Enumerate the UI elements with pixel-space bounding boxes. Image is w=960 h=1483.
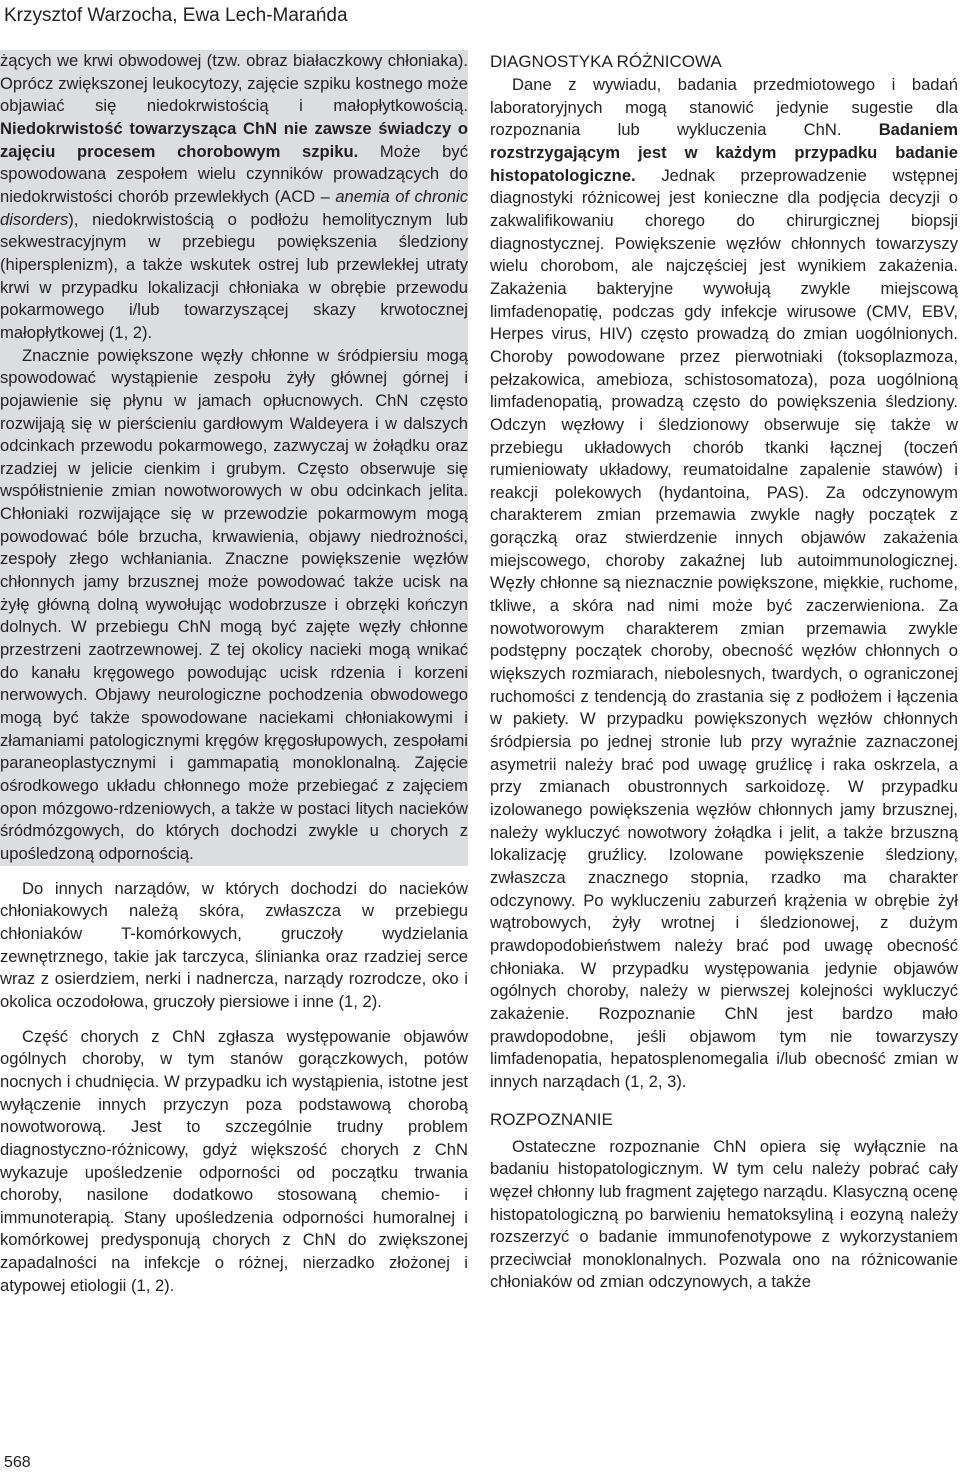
right-column xyxy=(490,50,958,1294)
paragraph-differential-diagnosis xyxy=(490,74,958,1094)
boxed-paragraph-lymph-nodes: Znacznie powiększone węzły chłonne w śródpiersiu mogą spowodować wystąpienie zespołu żyły głównej górnej i pojawienie się płynu w jamach opłucnowych. ChN często rozwijają się w pierścieniu gardłowym Waldeyera i w dalszych odcinkach przewodu pokarmowego, zazwyczaj w żołądku oraz rzadziej w jelicie cienkim i grubym. Często obserwuje się współistnienie zmian nowotworowych w obu odcinkach jelita. Chłoniaki rozwijające się w przewodzie pokarmowym mogą powodować bóle brzucha, krwawienia, objawy niedrożności, zespoły złego wchłaniania. Znaczne powiększenie węzłów chłonnych jamy brzusznej może powodować także ucisk na żyłę główną dolną wywołując wodobrzusze i obrzęki kończyn dolnych. W przebiegu ChN mogą być zajęte węzły chłonne przestrzeni zaotrzewnowej. Z tej okolicy nacieki mogą wnikać do kanału kręgowego powodując ucisk rdzenia i korzeni nerwowych. Objawy neurologiczne pochodzenia obwodowego mogą być także spowodowane naciekami chłoniakowymi i złamaniami patologicznymi kręgów kręgosłupowych, zespołami paraneoplastycznymi i gammapatią monoklonalną. Zajęcie ośrodkowego układu chłonnego może przebiegać z zajęciem opon mózgowo-rdzeniowych, a także w postaci litych nacieków śródmózgowych, do których dochodzi zwykle u chorych z upośledzoną odpornością. xyxy=(0,345,468,863)
text-span: Jednak przeprowadzenie wstępnej diagnostyki różnicowej jest konieczne dla podjęcia decyzji o zakwalifikowaniu chorego do chirurgicznej biopsji diagnostycznej. Powiększenie węzłów chłonnych towarzyszy wielu chorobom, ale najczęściej jest wynikiem zakażenia. Zakażenia bakteryjne wywołują zwykle miejscową limfadenopatię, podczas gdy infekcje wirusowe (CMV, EBV, Herpes virus, HIV) często prowadzą do zmian uogólnionych. Choroby powodowane przez pierwotniaki (toksoplazmoza, pełzakowica, amebioza, schistosomatoza), poza uogólnioną limfadenopatią, prowadzą często do powiększenia śledziony. Odczyn węzłowy i śledzionowy obserwuje się także w przebiegu układowych chorób tkanki łącznej (toczeń rumieniowaty układowy, reumatoidalne zapalenie stawów) i reakcji polekowych (hydantoina, PAS). Za odczynowym charakterem zmian przemawia zwykle nagły początek z gorączką oraz stwierdzenie innych objawów zakażenia miejscowego, choroby zakaźnej lub autoimmunologicznej. Węzły chłonne są nieznacznie powiększone, miękkie, ruchome, tkliwe, a skóra nad nimi może być zaczerwieniona. Za nowotworowym charakterem zmian przemawia zwykle podstępny początek choroby, obecność węzłów chłonnych o większych rozmiarach, niebolesnych, twardych, o ograniczonej ruchomości z tendencją do zrastania się z podłożem i łączenia w pakiety. W przypadku powiększonych węzłów chłonnych śródpiersia po jednej stronie lub przy wyraźnie zaznaczonej asymetrii należy brać pod uwagę gruźlicę i raka oskrzela, a przy zmianach obustronnych sarkoidozę. W przypadku izolowanego powiększenia węzłów chłonnych jamy brzusznej, należy wykluczyć nowotwory żołądka i jelit, a także brzuszną lokalizację gruźlicy. Izolowane powiększenie śledziony, zwłaszcza znacznego stopnia, rzadko ma charakter odczynowy. Po wykluczeniu zaburzeń krążenia w obrębie żył wątrobowych, żyły wrotnej i śledzionowej, z dużym prawdopodobieństwem należy brać pod uwagę obecność chłoniaka. W przypadku występowania jedynie objawów ogólnych choroby, należy w pierwszej kolejności wykluczyć zakażenie. Rozpoznanie ChN jest bardzo mało prawdopodobne, jeśli objawom tym nie towarzyszy limfadenopatia, hepatosplenomegalia i/lub obecność zmian w innych narządach (1, 2, 3). xyxy=(490,165,958,1091)
boxed-paragraph-anemia xyxy=(0,50,468,345)
text-span: żących we krwi obwodowej (tzw. obraz białaczkowy chłoniaka). Oprócz zwiększonej leukocytozy, zajęcie szpiku kostnego może objawiać się niedokrwistością i małopłytkowością. xyxy=(0,51,468,116)
text-span: Może być spowodowana zespołem wielu czynników prowadzących do niedokrwistości chorób przewlekłych (ACD – xyxy=(0,141,469,206)
running-head-authors: Krzysztof Warzocha, Ewa Lech-Marańda xyxy=(4,5,348,26)
section-heading-diagnosis: ROZPOZNANIE xyxy=(490,1109,613,1129)
paragraph-diagnosis: Ostateczne rozpoznanie ChN opiera się wyłącznie na badaniu histopatologicznym. W tym celu należy pobrać cały węzeł chłonny lub fragment zajętego narządu. Klasyczną ocenę histopatologiczną po barwieniu hematoksyliną i eozyną należy rozszerzyć o badanie immunofenotypowe z wykorzystaniem przeciwciał monoklonalnych. Pozwala ono na różnicowanie chłoniaków od zmian odczynowych, a także xyxy=(490,1136,958,1292)
section-heading-differential: DIAGNOSTYKA RÓŻNICOWA xyxy=(490,52,722,71)
highlighted-box xyxy=(0,50,468,866)
text-span: ), niedokrwistością o podłożu hemolitycznym lub sekwestracyjnym w przebiegu powiększenia śledziony (hipersplenizm), a także wskutek ostrej lub przewlekłej utraty krwi w przypadku lokalizacji chłoniaka w obrębie przewodu pokarmowego i/lub towarzyszącej skazy krwotocznej małopłytkowej (1, 2). xyxy=(0,209,468,342)
paragraph-general-symptoms: Część chorych z ChN zgłasza występowanie objawów ogólnych choroby, w tym stanów gorączkowych, potów nocnych i chudnięcia. W przypadku ich wystąpienia, istotne jest wyłączenie innych przyczyn poza podstawową chorobą nowotworową. Jest to szczególnie trudny problem diagnostyczno-różnicowy, gdyż większość chorych z ChN wykazuje upośledzenie odporności od początku trwania choroby, nasilone dodatkowo stosowaną chemio- i immunoterapią. Stany upośledzenia odporności humoralnej i komórkowej predysponują chorych z ChN do zwiększonej zapadalności na infekcje o różnej, nierzadko złożonej i atypowej etiologii (1, 2). xyxy=(0,1026,468,1295)
bold-statement: Niedokrwistość towarzysząca ChN nie zawsze świadczy o zajęciu procesem chorobowym szpiku. xyxy=(0,118,468,161)
left-column xyxy=(0,50,468,1297)
italic-term: anemia of chronic disorders xyxy=(0,186,469,229)
bold-statement: Badaniem rozstrzygającym jest w każdym przypadku badanie histopatologiczne. xyxy=(490,120,958,185)
paragraph-other-organs: Do innych narządów, w których dochodzi do nacieków chłoniakowych należą skóra, zwłaszcza w przebiegu chłoniaków T-komórkowych, gruczoły wydzielania zewnętrznego, takie jak tarczyca, ślinianka oraz rzadziej serce wraz z osierdziem, nerki i nadnercza, narządy rozrodcze, oko i okolica oczodołowa, gruczoły piersiowe i inne (1, 2). xyxy=(0,878,468,1011)
text-span: Dane z wywiadu, badania przedmiotowego i badań laboratoryjnych mogą stanowić jedynie sugestie dla rozpoznania lub wykluczenia ChN. xyxy=(490,75,958,140)
page-number: 568 xyxy=(4,1454,31,1471)
